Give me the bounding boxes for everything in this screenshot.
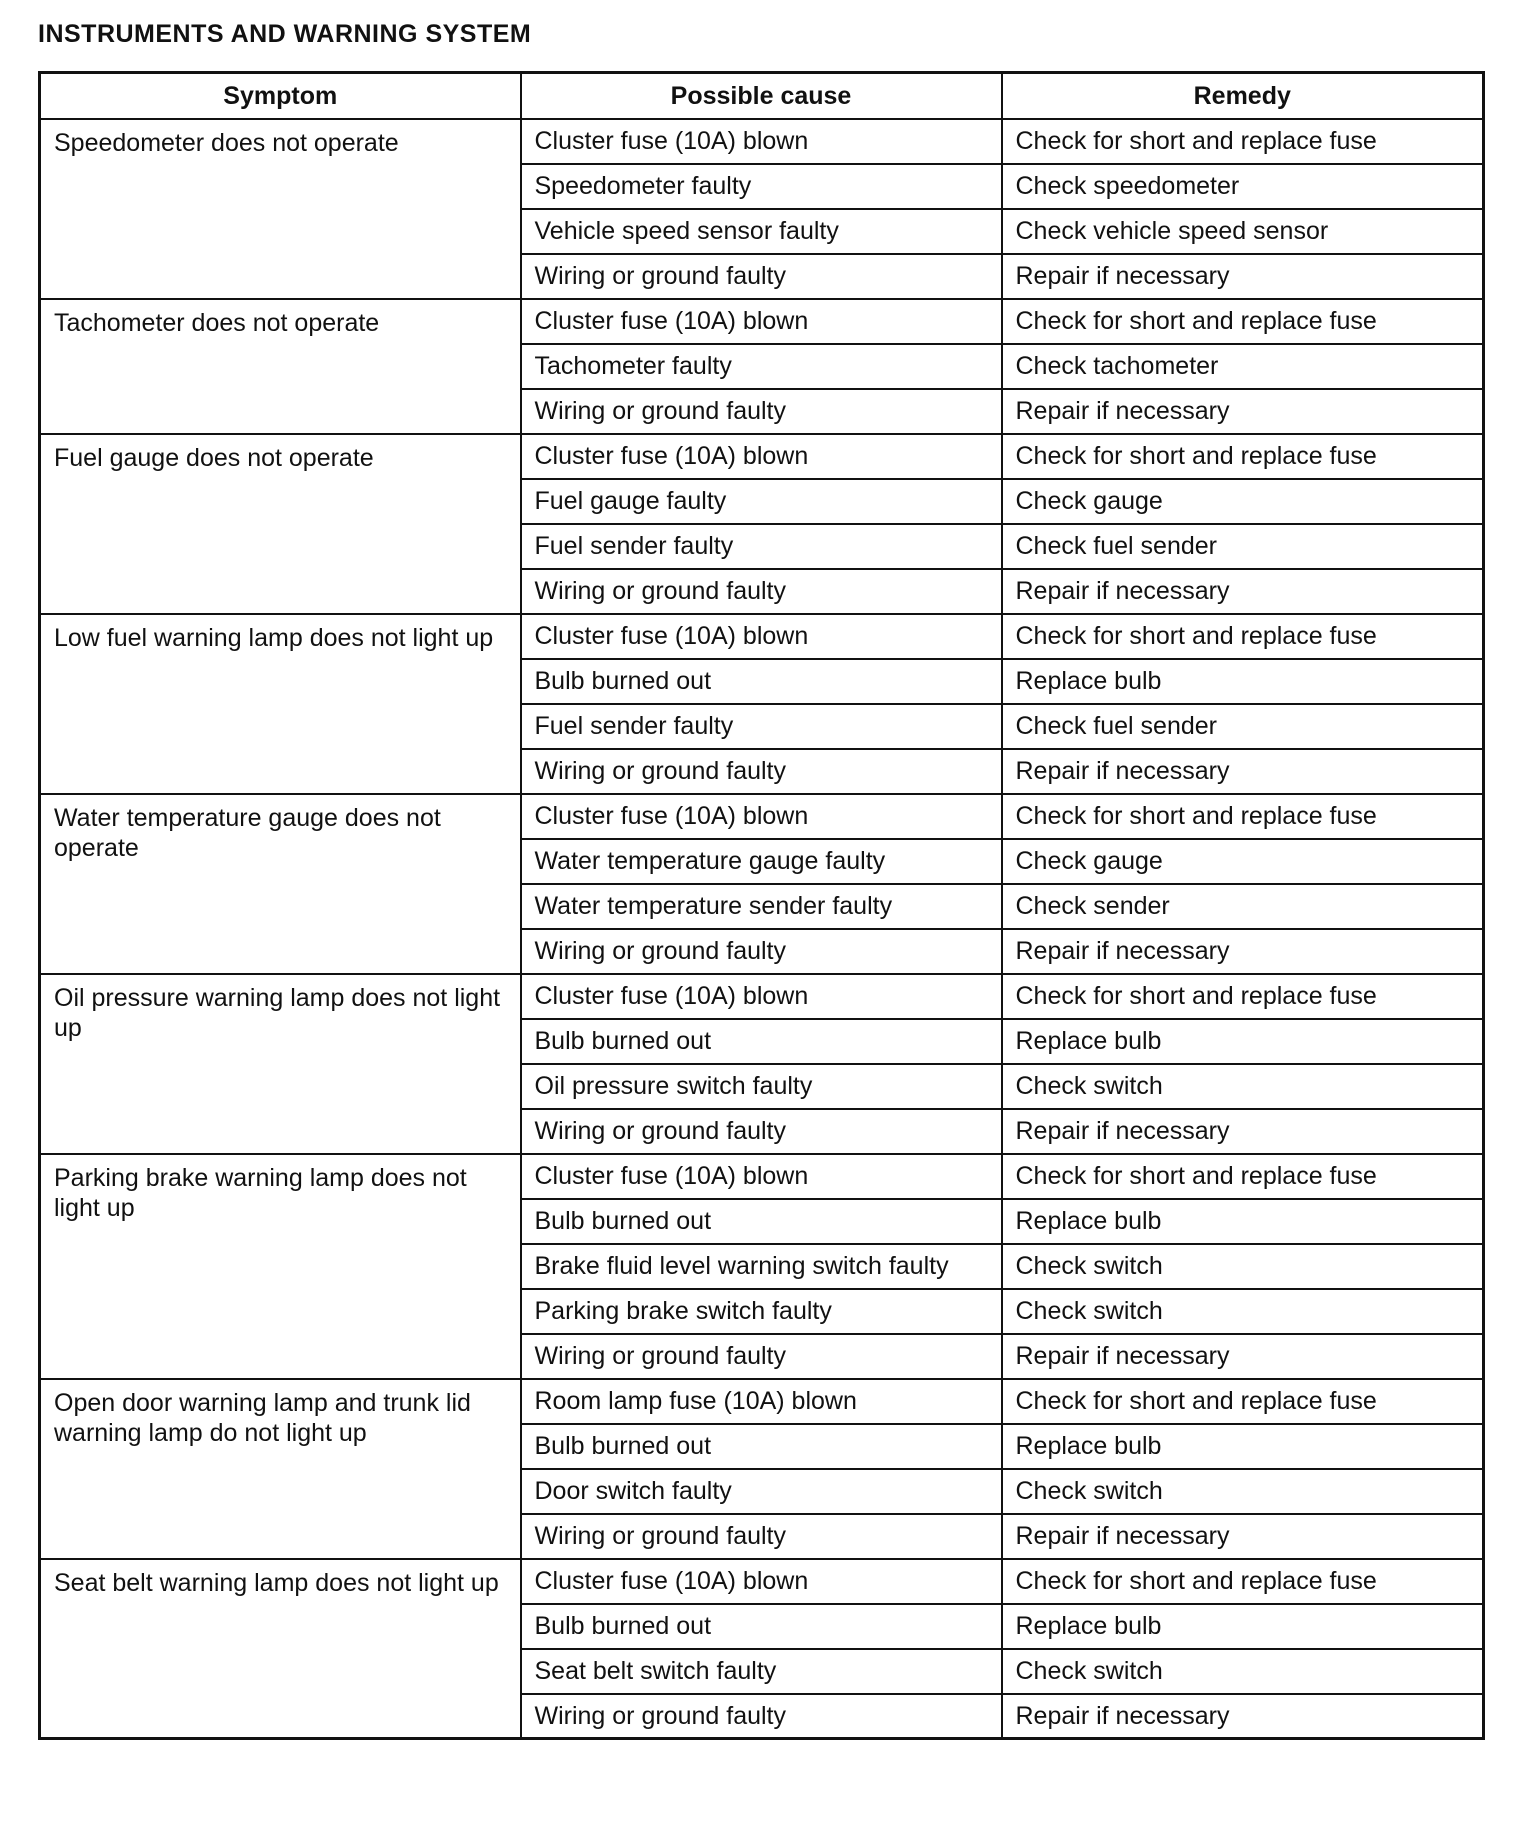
remedy-cell: Check sender [1002, 884, 1484, 929]
possible-cause-cell: Cluster fuse (10A) blown [521, 794, 1002, 839]
remedy-cell: Replace bulb [1002, 1199, 1484, 1244]
possible-cause-cell: Wiring or ground faulty [521, 749, 1002, 794]
possible-cause-cell: Fuel sender faulty [521, 524, 1002, 569]
possible-cause-cell: Room lamp fuse (10A) blown [521, 1379, 1002, 1424]
possible-cause-cell: Wiring or ground faulty [521, 254, 1002, 299]
possible-cause-cell: Bulb burned out [521, 1199, 1002, 1244]
possible-cause-cell: Wiring or ground faulty [521, 569, 1002, 614]
remedy-cell: Repair if necessary [1002, 929, 1484, 974]
remedy-cell: Repair if necessary [1002, 1334, 1484, 1379]
remedy-cell: Check speedometer [1002, 164, 1484, 209]
possible-cause-cell: Bulb burned out [521, 659, 1002, 704]
remedy-cell: Repair if necessary [1002, 569, 1484, 614]
symptom-cell: Oil pressure warning lamp does not light up [40, 974, 521, 1154]
possible-cause-cell: Speedometer faulty [521, 164, 1002, 209]
table-row [40, 1154, 1484, 1199]
remedy-cell: Check for short and replace fuse [1002, 974, 1484, 1019]
possible-cause-cell: Brake fluid level warning switch faulty [521, 1244, 1002, 1289]
possible-cause-cell: Cluster fuse (10A) blown [521, 434, 1002, 479]
header-row [40, 73, 1484, 119]
page-title: INSTRUMENTS AND WARNING SYSTEM [38, 20, 532, 48]
possible-cause-cell: Wiring or ground faulty [521, 389, 1002, 434]
table-row [40, 299, 1484, 344]
table-row [40, 794, 1484, 839]
remedy-cell: Check switch [1002, 1244, 1484, 1289]
possible-cause-cell: Cluster fuse (10A) blown [521, 974, 1002, 1019]
remedy-cell: Replace bulb [1002, 1424, 1484, 1469]
remedy-cell: Check switch [1002, 1064, 1484, 1109]
table-body [40, 119, 1484, 1739]
table-row [40, 119, 1484, 164]
possible-cause-cell: Bulb burned out [521, 1019, 1002, 1064]
symptom-cell: Speedometer does not operate [40, 119, 521, 299]
remedy-cell: Check for short and replace fuse [1002, 434, 1484, 479]
possible-cause-cell: Bulb burned out [521, 1604, 1002, 1649]
remedy-cell: Check switch [1002, 1289, 1484, 1334]
possible-cause-cell: Cluster fuse (10A) blown [521, 119, 1002, 164]
remedy-cell: Check for short and replace fuse [1002, 794, 1484, 839]
remedy-cell: Replace bulb [1002, 1019, 1484, 1064]
column-header-symptom: Symptom [40, 73, 521, 119]
possible-cause-cell: Seat belt switch faulty [521, 1649, 1002, 1694]
remedy-cell: Replace bulb [1002, 659, 1484, 704]
remedy-cell: Repair if necessary [1002, 254, 1484, 299]
table-row [40, 614, 1484, 659]
symptom-cell: Water temperature gauge does not operate [40, 794, 521, 974]
remedy-cell: Check fuel sender [1002, 524, 1484, 569]
possible-cause-cell: Parking brake switch faulty [521, 1289, 1002, 1334]
remedy-cell: Check for short and replace fuse [1002, 614, 1484, 659]
remedy-cell: Check vehicle speed sensor [1002, 209, 1484, 254]
possible-cause-cell: Tachometer faulty [521, 344, 1002, 389]
symptom-cell: Parking brake warning lamp does not light up [40, 1154, 521, 1379]
remedy-cell: Check tachometer [1002, 344, 1484, 389]
possible-cause-cell: Wiring or ground faulty [521, 929, 1002, 974]
possible-cause-cell: Cluster fuse (10A) blown [521, 1154, 1002, 1199]
remedy-cell: Repair if necessary [1002, 749, 1484, 794]
remedy-cell: Check gauge [1002, 479, 1484, 524]
possible-cause-cell: Fuel gauge faulty [521, 479, 1002, 524]
symptom-cell: Low fuel warning lamp does not light up [40, 614, 521, 794]
remedy-cell: Repair if necessary [1002, 1109, 1484, 1154]
remedy-cell: Repair if necessary [1002, 1694, 1484, 1739]
remedy-cell: Check for short and replace fuse [1002, 1379, 1484, 1424]
possible-cause-cell: Wiring or ground faulty [521, 1694, 1002, 1739]
possible-cause-cell: Door switch faulty [521, 1469, 1002, 1514]
remedy-cell: Check gauge [1002, 839, 1484, 884]
possible-cause-cell: Bulb burned out [521, 1424, 1002, 1469]
remedy-cell: Check switch [1002, 1469, 1484, 1514]
remedy-cell: Check for short and replace fuse [1002, 1559, 1484, 1604]
symptom-cell: Fuel gauge does not operate [40, 434, 521, 614]
table-row [40, 1559, 1484, 1604]
remedy-cell: Check for short and replace fuse [1002, 119, 1484, 164]
possible-cause-cell: Cluster fuse (10A) blown [521, 1559, 1002, 1604]
remedy-cell: Repair if necessary [1002, 389, 1484, 434]
column-header-remedy: Remedy [1002, 73, 1484, 119]
possible-cause-cell: Water temperature sender faulty [521, 884, 1002, 929]
possible-cause-cell: Wiring or ground faulty [521, 1109, 1002, 1154]
possible-cause-cell: Cluster fuse (10A) blown [521, 299, 1002, 344]
remedy-cell: Check fuel sender [1002, 704, 1484, 749]
possible-cause-cell: Oil pressure switch faulty [521, 1064, 1002, 1109]
table-row [40, 434, 1484, 479]
symptom-cell: Open door warning lamp and trunk lid warning lamp do not light up [40, 1379, 521, 1559]
table-row [40, 1379, 1484, 1424]
symptom-cell: Tachometer does not operate [40, 299, 521, 434]
possible-cause-cell: Fuel sender faulty [521, 704, 1002, 749]
column-header-possible-cause: Possible cause [521, 73, 1002, 119]
remedy-cell: Check switch [1002, 1649, 1484, 1694]
possible-cause-cell: Water temperature gauge faulty [521, 839, 1002, 884]
remedy-cell: Repair if necessary [1002, 1514, 1484, 1559]
remedy-cell: Replace bulb [1002, 1604, 1484, 1649]
remedy-cell: Check for short and replace fuse [1002, 1154, 1484, 1199]
possible-cause-cell: Wiring or ground faulty [521, 1514, 1002, 1559]
troubleshooting-table [38, 71, 1485, 1740]
symptom-cell: Seat belt warning lamp does not light up [40, 1559, 521, 1739]
table-row [40, 974, 1484, 1019]
possible-cause-cell: Vehicle speed sensor faulty [521, 209, 1002, 254]
possible-cause-cell: Cluster fuse (10A) blown [521, 614, 1002, 659]
possible-cause-cell: Wiring or ground faulty [521, 1334, 1002, 1379]
remedy-cell: Check for short and replace fuse [1002, 299, 1484, 344]
